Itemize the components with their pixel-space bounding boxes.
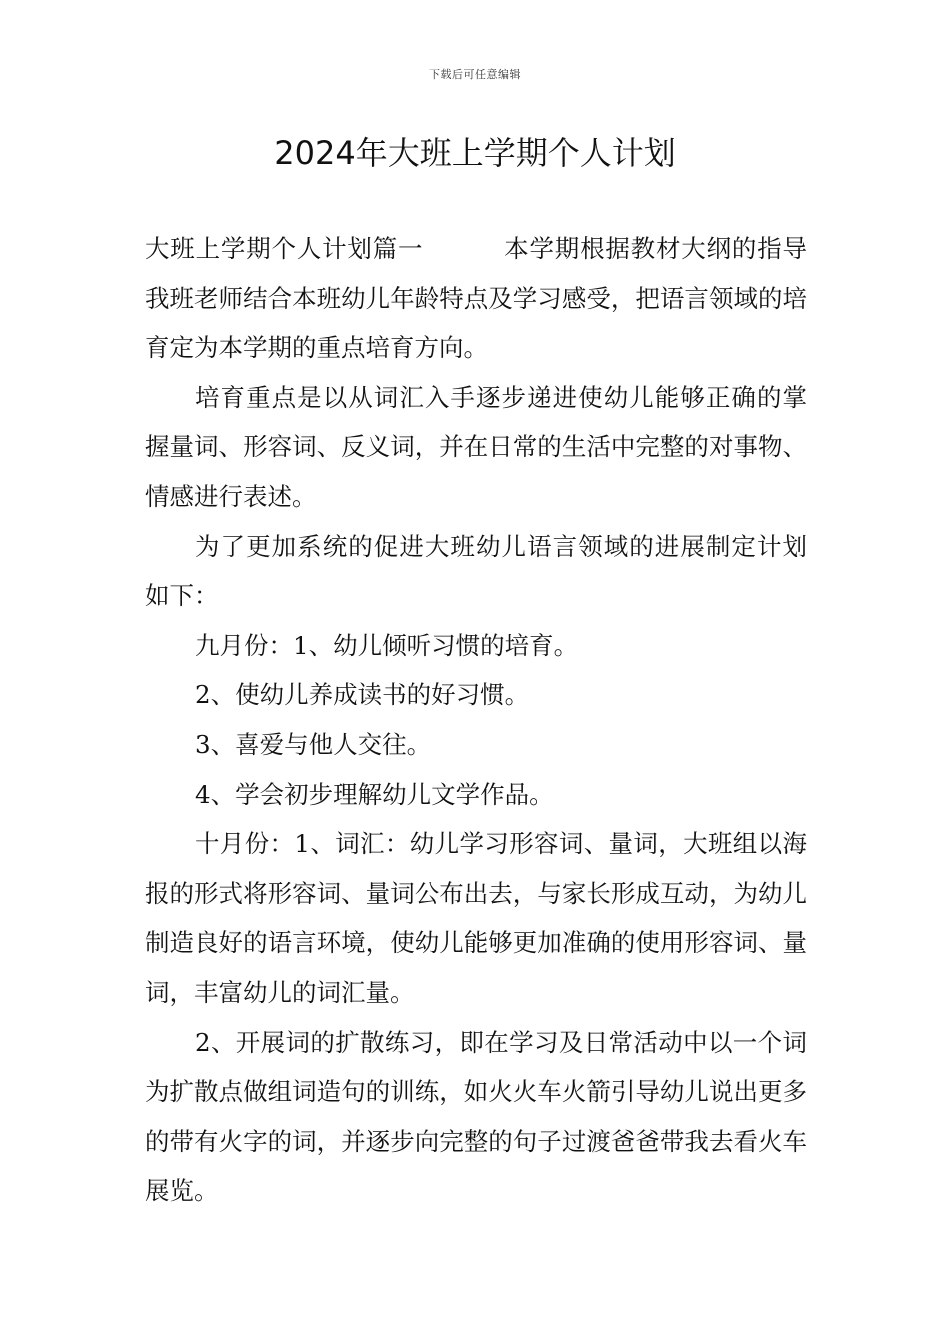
paragraph-october-2: 2、开展词的扩散练习，即在学习及日常活动中以一个词为扩散点做组词造句的训练，如火火车火箭引导幼儿说出更多的带有火字的词，并逐步向完整的句子过渡爸爸带我去看火车展览。 [145, 1027, 807, 1206]
document-body [145, 224, 807, 1216]
paragraph-october-1: 十月份：1、词汇：幼儿学习形容词、量词，大班组以海报的形式将形容词、量词公布出去，与家长形成互动，为幼儿制造良好的语言环境，使幼儿能够更加准确的使用形容词、量词，丰富幼儿的词汇量。 [145, 829, 807, 1007]
document-title: 2024年大班上学期个人计划 [274, 134, 676, 172]
paragraph-focus: 培育重点是以从词汇入手逐步递进使幼儿能够正确的掌握量词、形容词、反义词，并在日常的生活中完整的对事物、情感进行表述。 [145, 382, 807, 511]
paragraph-september-4: 4、学会初步理解幼儿文学作品。 [195, 779, 554, 809]
header-note: 下载后可任意编辑 [429, 68, 521, 81]
intro-paragraph [145, 224, 807, 373]
paragraph-september-1: 九月份：1、幼儿倾听习惯的培育。 [195, 630, 579, 660]
intro-text: 本学期根据教材大纲的指导我班老师结合本班幼儿年龄特点及学习感受，把语言领域的培育定为本学期的重点培育方向。 [145, 234, 808, 363]
paragraph-plan-intro: 为了更加系统的促进大班幼儿语言领域的进展制定计划如下： [145, 531, 807, 611]
paragraph-september-3: 3、喜爱与他人交往。 [195, 729, 432, 759]
paragraph-september-2: 2、使幼儿养成读书的好习惯。 [195, 680, 530, 710]
intro-lead: 大班上学期个人计划篇一 [145, 234, 424, 263]
